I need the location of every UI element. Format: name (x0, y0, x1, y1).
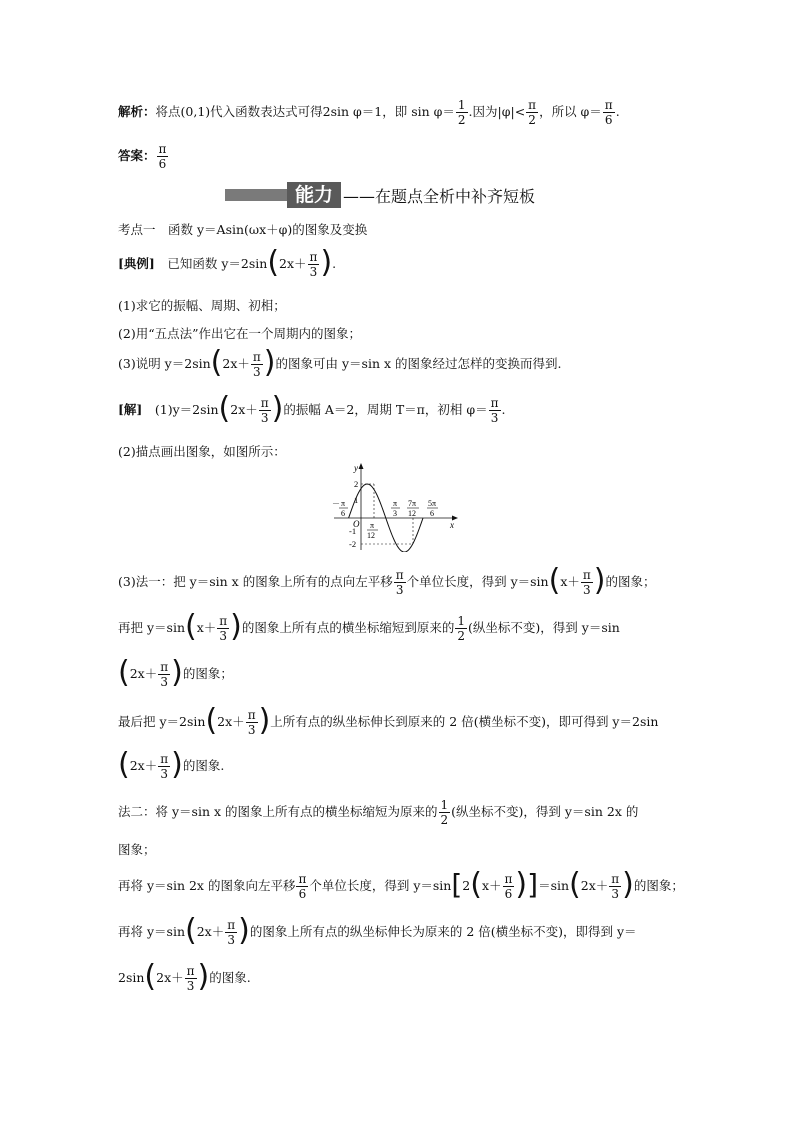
answer-label: 答案： (118, 148, 156, 163)
method2-line-1: 法二：将 y＝sin x 的图象上所有点的横坐标缩短为原来的 $\frac{1}{2}$ (纵坐标不变)，得到 y＝sin 2x 的 (118, 798, 639, 827)
method1-line-3: (2x＋ $\frac{\pi}{3}$ )的图象； (118, 654, 233, 690)
solution-label: [解] (118, 402, 143, 417)
fraction-half: $\frac{1}{2}$ (457, 98, 466, 127)
analysis-text: 将点(0,1)代入函数表达式可得2sin φ＝1，即 sin φ＝ (155, 104, 455, 119)
svg-text:π: π (370, 521, 375, 530)
method1-line-2: 再把 y＝sin(x＋ $\frac{\pi}{3}$ )的图象上所有点的横坐标缩短到原来的 $\frac{1}{2}$ (纵坐标不变)，得到 y＝sin (118, 608, 620, 644)
svg-text:7π: 7π (408, 499, 417, 508)
method1-line-5: (2x＋ $\frac{\pi}{3}$ )的图象. (118, 746, 225, 782)
answer-fraction: $\frac{\pi}{6}$ (158, 142, 167, 171)
y-tick-1: 1 (354, 495, 359, 505)
y-axis-label: y (354, 463, 358, 473)
x-axis-label: x (450, 520, 454, 530)
sine-graph (330, 462, 460, 552)
question-2: (2)用“五点法”作出它在一个周期内的图象； (118, 326, 361, 341)
svg-text:π: π (393, 499, 398, 508)
fraction-pi-2: $\frac{\pi}{2}$ (528, 98, 537, 127)
topic-title: 考点一 函数 y＝Asin(ωx＋φ)的图象及变换 (118, 222, 368, 237)
x-label-5pi-6 (427, 499, 438, 518)
solution-line-1: [解] (1)y＝2sin(2x＋ $\frac{\pi}{3}$ )的振幅 A＝2，周期 T＝π，初相 φ＝ $\frac{\pi}{3}$ . (118, 390, 506, 426)
svg-text:12: 12 (367, 531, 375, 540)
method2-line-2: 图象； (118, 842, 156, 857)
question-1: (1)求它的振幅、周期、初相； (118, 298, 286, 313)
svg-text:3: 3 (393, 509, 397, 518)
banner-bar (225, 189, 287, 201)
x-label-neg-pi-6 (332, 499, 348, 518)
fraction-pi-6: $\frac{\pi}{6}$ (604, 98, 613, 127)
origin-label: O (353, 519, 360, 529)
svg-text:5π: 5π (428, 499, 437, 508)
answer-line (118, 142, 169, 171)
banner-tag: 能力 (287, 182, 341, 208)
svg-text:12: 12 (408, 509, 416, 518)
y-tick-neg1: -1 (349, 526, 357, 536)
analysis-label: 解析： (118, 104, 156, 119)
svg-text:6: 6 (430, 509, 434, 518)
solution-line-2: (2)描点画出图象，如图所示： (118, 444, 286, 459)
example-label: [典例] (118, 256, 155, 271)
method2-line-3: 再将 y＝sin 2x 的图象向左平移 $\frac{\pi}{6}$ 个单位长度，得到 y＝sin[2(x＋ $\frac{\pi}{6}$ )]＝sin(2x＋ $\frac{\pi}{3}$ )的图象； (118, 866, 684, 902)
method2-line-4: 再将 y＝sin(2x＋ $\frac{\pi}{3}$ )的图象上所有点的纵坐标伸长为原来的 2 倍(横坐标不变)，即得到 y＝ (118, 912, 637, 948)
y-axis-arrow (359, 463, 364, 469)
x-label-7pi-12 (407, 499, 419, 518)
x-label-pi-12 (367, 521, 378, 540)
example-line: [典例] 已知函数 y＝2sin(2x＋ $\frac{\pi}{3}$ ). (118, 244, 337, 280)
x-label-pi-3 (391, 499, 400, 518)
svg-text:6: 6 (341, 509, 345, 518)
section-banner (225, 182, 535, 208)
question-3: (3)说明 y＝2sin(2x＋ $\frac{\pi}{3}$ )的图象可由 y＝sin x 的图象经过怎样的变换而得到. (118, 344, 562, 380)
method2-line-5: 2sin(2x＋ $\frac{\pi}{3}$ )的图象. (118, 958, 251, 994)
y-tick-2: 2 (354, 479, 359, 489)
y-tick-neg2: -2 (349, 539, 357, 549)
banner-subtitle: ——在题点全析中补齐短板 (343, 186, 536, 206)
analysis-line: 解析：将点(0,1)代入函数表达式可得2sin φ＝1，即 sin φ＝ $\frac{1}{2}$ .因为|φ|< $\frac{\pi}{2}$ ，所以 φ＝ $\frac{\pi}{6}$ . (118, 98, 620, 127)
svg-text:－: － (332, 499, 340, 508)
method1-line-1: (3)法一：把 y＝sin x 的图象上所有的点向左平移 $\frac{\pi}{3}$ 个单位长度，得到 y＝sin(x＋ $\frac{\pi}{3}$ )的图象； (118, 562, 656, 598)
method1-line-4: 最后把 y＝2sin(2x＋ $\frac{\pi}{3}$ )上所有点的纵坐标伸长到原来的 2 倍(横坐标不变)，即可得到 y＝2sin (118, 702, 659, 738)
svg-text:π: π (341, 499, 346, 508)
